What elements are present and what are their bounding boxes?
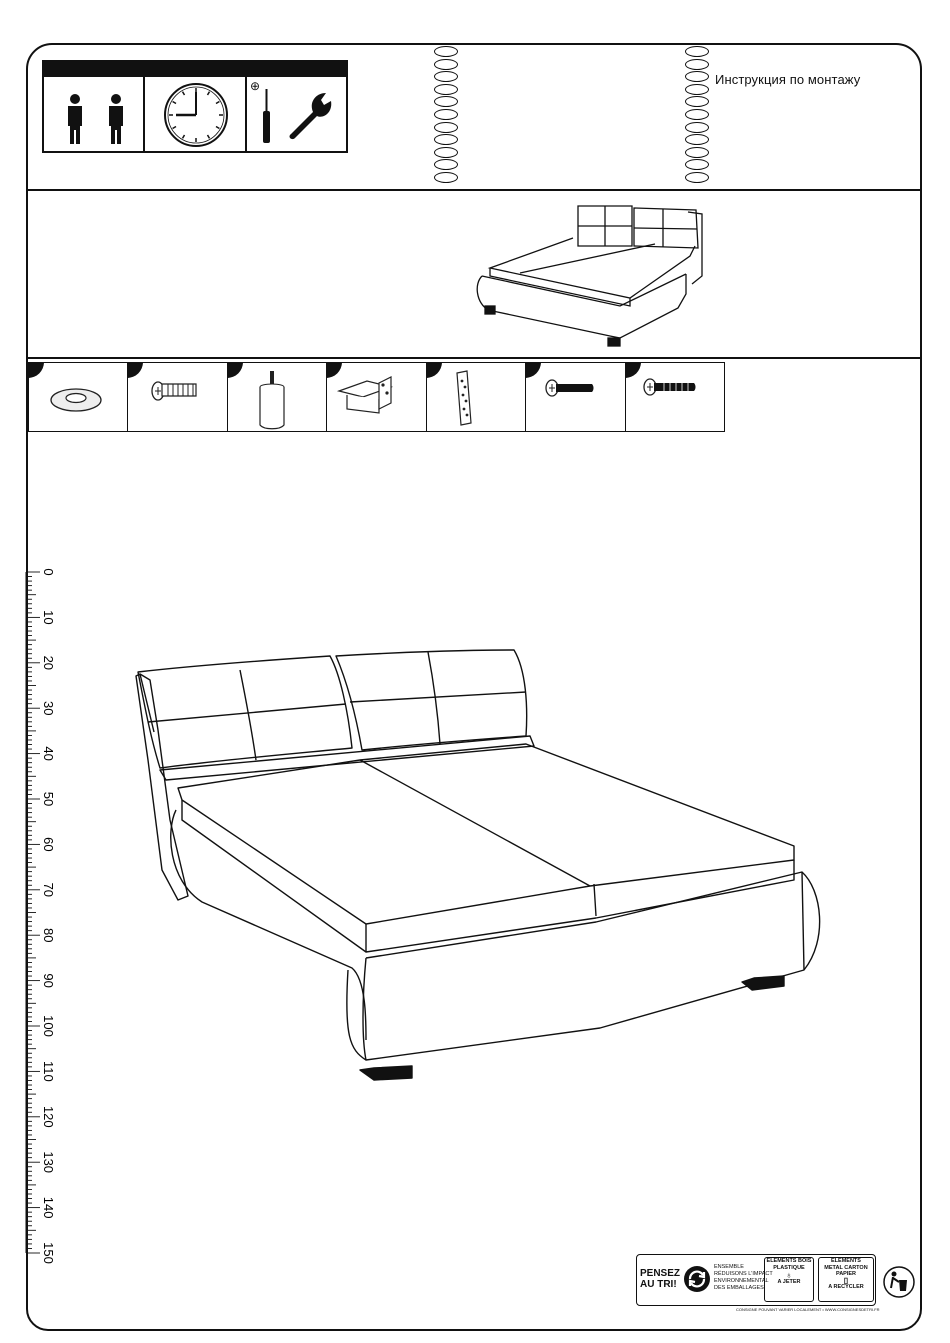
part-bolt-short — [128, 363, 227, 431]
ensemble-line-3: ENVIRONNEMENTAL — [714, 1278, 769, 1284]
ruler-label: 100 — [41, 1015, 56, 1037]
recycling-footer: CONSIGNE POUVANT VARIER LOCALEMENT • WWW.CONSIGNESDETRI.FR — [736, 1307, 880, 1312]
measurement-ruler — [18, 560, 68, 1270]
ruler-label: 30 — [41, 700, 56, 716]
part-corner-bracket — [327, 363, 426, 431]
ruler-label: 70 — [41, 882, 56, 898]
header-divider — [27, 189, 921, 191]
box-metal-carton — [818, 1257, 874, 1302]
ensemble-line-1: ENSEMBLE — [714, 1264, 744, 1270]
clock-cell — [145, 77, 247, 153]
part-bolt-long — [626, 363, 724, 431]
language-ovals-left — [434, 46, 460, 185]
ruler-label: 80 — [41, 927, 56, 943]
box2-line-1: ELEMENTS BOIS — [766, 1258, 812, 1264]
two-persons-icon — [44, 77, 143, 153]
phillips-symbol: ⊕ — [250, 79, 261, 93]
box3-line-3: PAPIER — [835, 1271, 857, 1277]
language-ovals-right — [685, 46, 711, 185]
box2-bottom: A JETER — [777, 1279, 801, 1285]
ruler-label: 50 — [41, 791, 56, 807]
ruler-label: 0 — [41, 568, 56, 576]
box2-line-2: PLASTIQUE — [773, 1265, 805, 1271]
ruler-label: 40 — [41, 746, 56, 761]
ensemble-line-2: RÉDUISONS L'IMPACT — [714, 1271, 773, 1277]
ruler-ticks — [26, 572, 40, 1253]
persons-cell — [44, 77, 145, 153]
ruler-label: 120 — [41, 1105, 56, 1128]
au-tri-text: AU TRI! — [640, 1279, 677, 1290]
flat-bracket-icon — [427, 363, 526, 431]
bed-main-illustration — [130, 640, 830, 1100]
tools-panel-bar — [44, 62, 346, 77]
box3-bottom: A RECYCLER — [828, 1284, 864, 1290]
ruler-label: 10 — [41, 610, 56, 625]
box-plastique — [764, 1257, 814, 1302]
recycling-info — [636, 1254, 920, 1314]
bin-icon: ♁ — [785, 1270, 793, 1280]
ruler-label: 60 — [41, 837, 56, 852]
instruction-title: Инструкция по монтажу — [715, 72, 861, 87]
wrench-icon — [247, 77, 347, 153]
ruler-label: 150 — [41, 1242, 56, 1264]
leg-icon — [228, 363, 327, 431]
ruler-label: 110 — [40, 1061, 56, 1082]
corner-bracket-icon — [327, 363, 426, 431]
clock-icon — [145, 77, 245, 153]
overview-divider — [27, 357, 921, 359]
ruler-label: 130 — [41, 1151, 56, 1174]
box3-line-2: METAL CARTON — [824, 1264, 868, 1271]
box3-line-1: ELEMENTS — [831, 1258, 861, 1264]
short-bolt-icon — [128, 363, 227, 431]
tools-panel — [42, 60, 348, 153]
part-flat-bracket — [427, 363, 526, 431]
tools-cell — [247, 77, 348, 153]
pensez-text: PENSEZ — [640, 1268, 681, 1279]
person-bin-icon — [882, 1264, 916, 1300]
ruler-label: 140 — [41, 1196, 56, 1219]
ensemble-line-4: DES EMBALLAGES — [714, 1285, 764, 1291]
parts-row — [28, 362, 725, 432]
recycle-bin-icon: ▯ — [843, 1275, 849, 1285]
ruler-label: 90 — [41, 973, 56, 988]
washer-icon — [29, 363, 128, 431]
part-bolt-medium — [526, 363, 625, 431]
part-washer — [29, 363, 128, 431]
part-leg — [228, 363, 327, 431]
bed-overview-illustration — [470, 198, 710, 350]
long-bolt-icon — [626, 363, 724, 431]
ruler-labels — [41, 568, 56, 1263]
medium-bolt-icon — [526, 363, 625, 431]
recycling-arrows-icon — [682, 1264, 712, 1294]
ruler-label: 20 — [41, 655, 56, 671]
